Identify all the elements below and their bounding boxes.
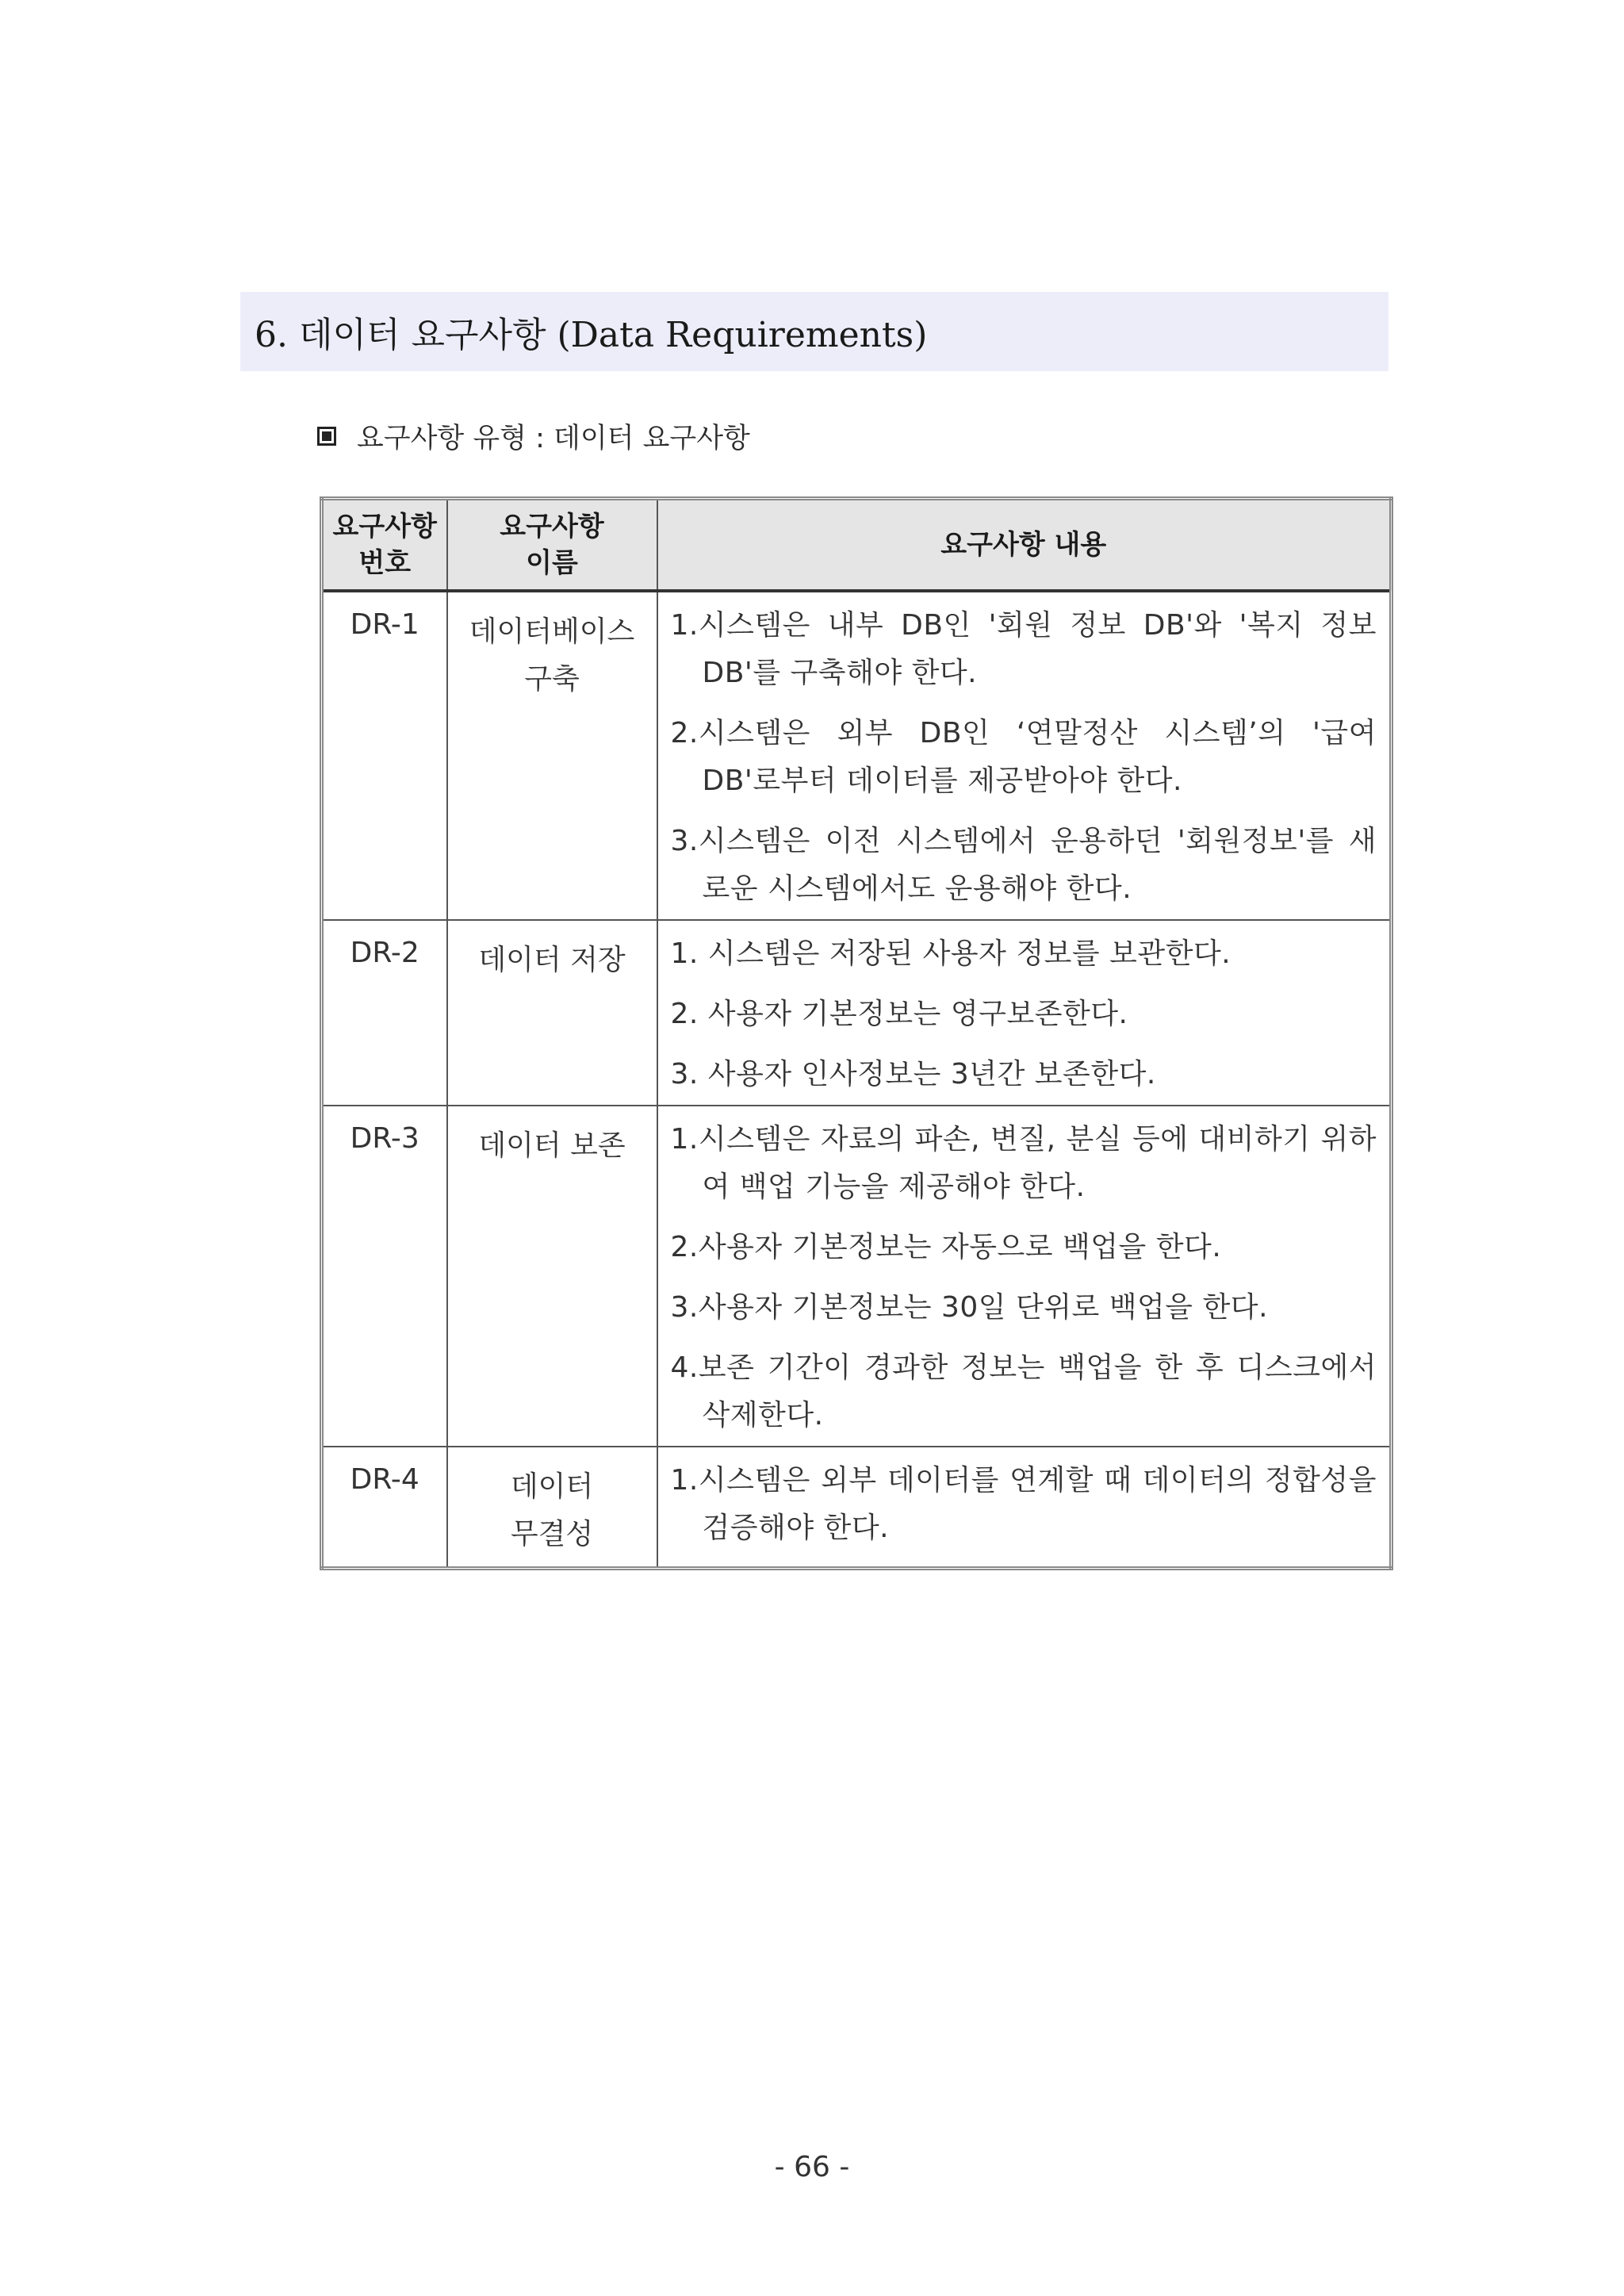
table-row bbox=[322, 1106, 1392, 1447]
requirement-item: 2. 사용자 기본정보는 영구보존한다. bbox=[670, 997, 1128, 1030]
requirement-type-text: 요구사항 유형 : 데이터 요구사항 bbox=[357, 423, 750, 454]
requirement-content bbox=[657, 1106, 1392, 1447]
requirement-id: DR-4 bbox=[322, 1447, 447, 1569]
requirement-type-line bbox=[317, 414, 750, 458]
requirement-item: 3.시스템은 이전 시스템에서 운용하던 '회원정보'를 새로운 시스템에서도 운용해야 한다. bbox=[670, 824, 1377, 905]
requirement-name-line: 데이터 bbox=[510, 1470, 594, 1503]
requirement-content bbox=[657, 591, 1392, 920]
requirement-id: DR-3 bbox=[322, 1106, 447, 1447]
requirement-name-line: 데이터베이스 bbox=[469, 615, 635, 648]
requirement-name-line: 구축 bbox=[524, 662, 580, 696]
page-number: - 66 - bbox=[774, 2151, 850, 2183]
requirement-id: DR-2 bbox=[322, 920, 447, 1106]
requirement-item: 1.시스템은 내부 DB인 '회원 정보 DB'와 '복지 정보 DB'를 구축해야 한다. bbox=[670, 608, 1377, 689]
requirement-name bbox=[447, 920, 657, 1106]
table-header-row bbox=[322, 499, 1392, 591]
requirement-content bbox=[657, 920, 1392, 1106]
requirement-name-line: 데이터 보존 bbox=[478, 1129, 626, 1162]
requirement-id: DR-1 bbox=[322, 591, 447, 920]
requirement-name-line: 데이터 저장 bbox=[478, 943, 626, 976]
requirement-item: 3. 사용자 인사정보는 3년간 보존한다. bbox=[670, 1057, 1156, 1091]
table-row bbox=[322, 920, 1392, 1106]
requirement-item: 2.시스템은 외부 DB인 ‘연말정산 시스템’의 '급여 DB'로부터 데이터를 제공받아야 한다. bbox=[670, 716, 1377, 797]
requirement-item: 1.시스템은 외부 데이터를 연계할 때 데이터의 정합성을 검증해야 한다. bbox=[670, 1463, 1377, 1544]
requirement-name bbox=[447, 1447, 657, 1569]
header-requirement-id: 요구사항 번호 bbox=[322, 499, 447, 591]
section-title: 6. 데이터 요구사항 (Data Requirements) bbox=[240, 292, 1388, 371]
requirement-content bbox=[657, 1447, 1392, 1569]
requirement-item: 4.보존 기간이 경과한 정보는 백업을 한 후 디스크에서 삭제한다. bbox=[670, 1351, 1377, 1432]
table-body bbox=[322, 591, 1392, 1569]
requirement-item: 2.사용자 기본정보는 자동으로 백업을 한다. bbox=[670, 1230, 1222, 1263]
requirement-name bbox=[447, 1106, 657, 1447]
requirement-item: 3.사용자 기본정보는 30일 단위로 백업을 한다. bbox=[670, 1290, 1269, 1324]
filled-square-bullet-icon bbox=[317, 427, 336, 446]
table-row bbox=[322, 591, 1392, 920]
requirement-item: 1. 시스템은 저장된 사용자 정보를 보관한다. bbox=[670, 937, 1231, 970]
table-row bbox=[322, 1447, 1392, 1569]
requirements-table bbox=[320, 496, 1393, 1570]
header-requirement-name: 요구사항 이름 bbox=[447, 499, 657, 591]
requirement-name-line: 무결성 bbox=[510, 1517, 594, 1550]
requirement-item: 1.시스템은 자료의 파손, 변질, 분실 등에 대비하기 위하여 백업 기능을 제공해야 한다. bbox=[670, 1122, 1377, 1203]
header-requirement-content: 요구사항 내용 bbox=[657, 499, 1392, 591]
requirement-name bbox=[447, 591, 657, 920]
